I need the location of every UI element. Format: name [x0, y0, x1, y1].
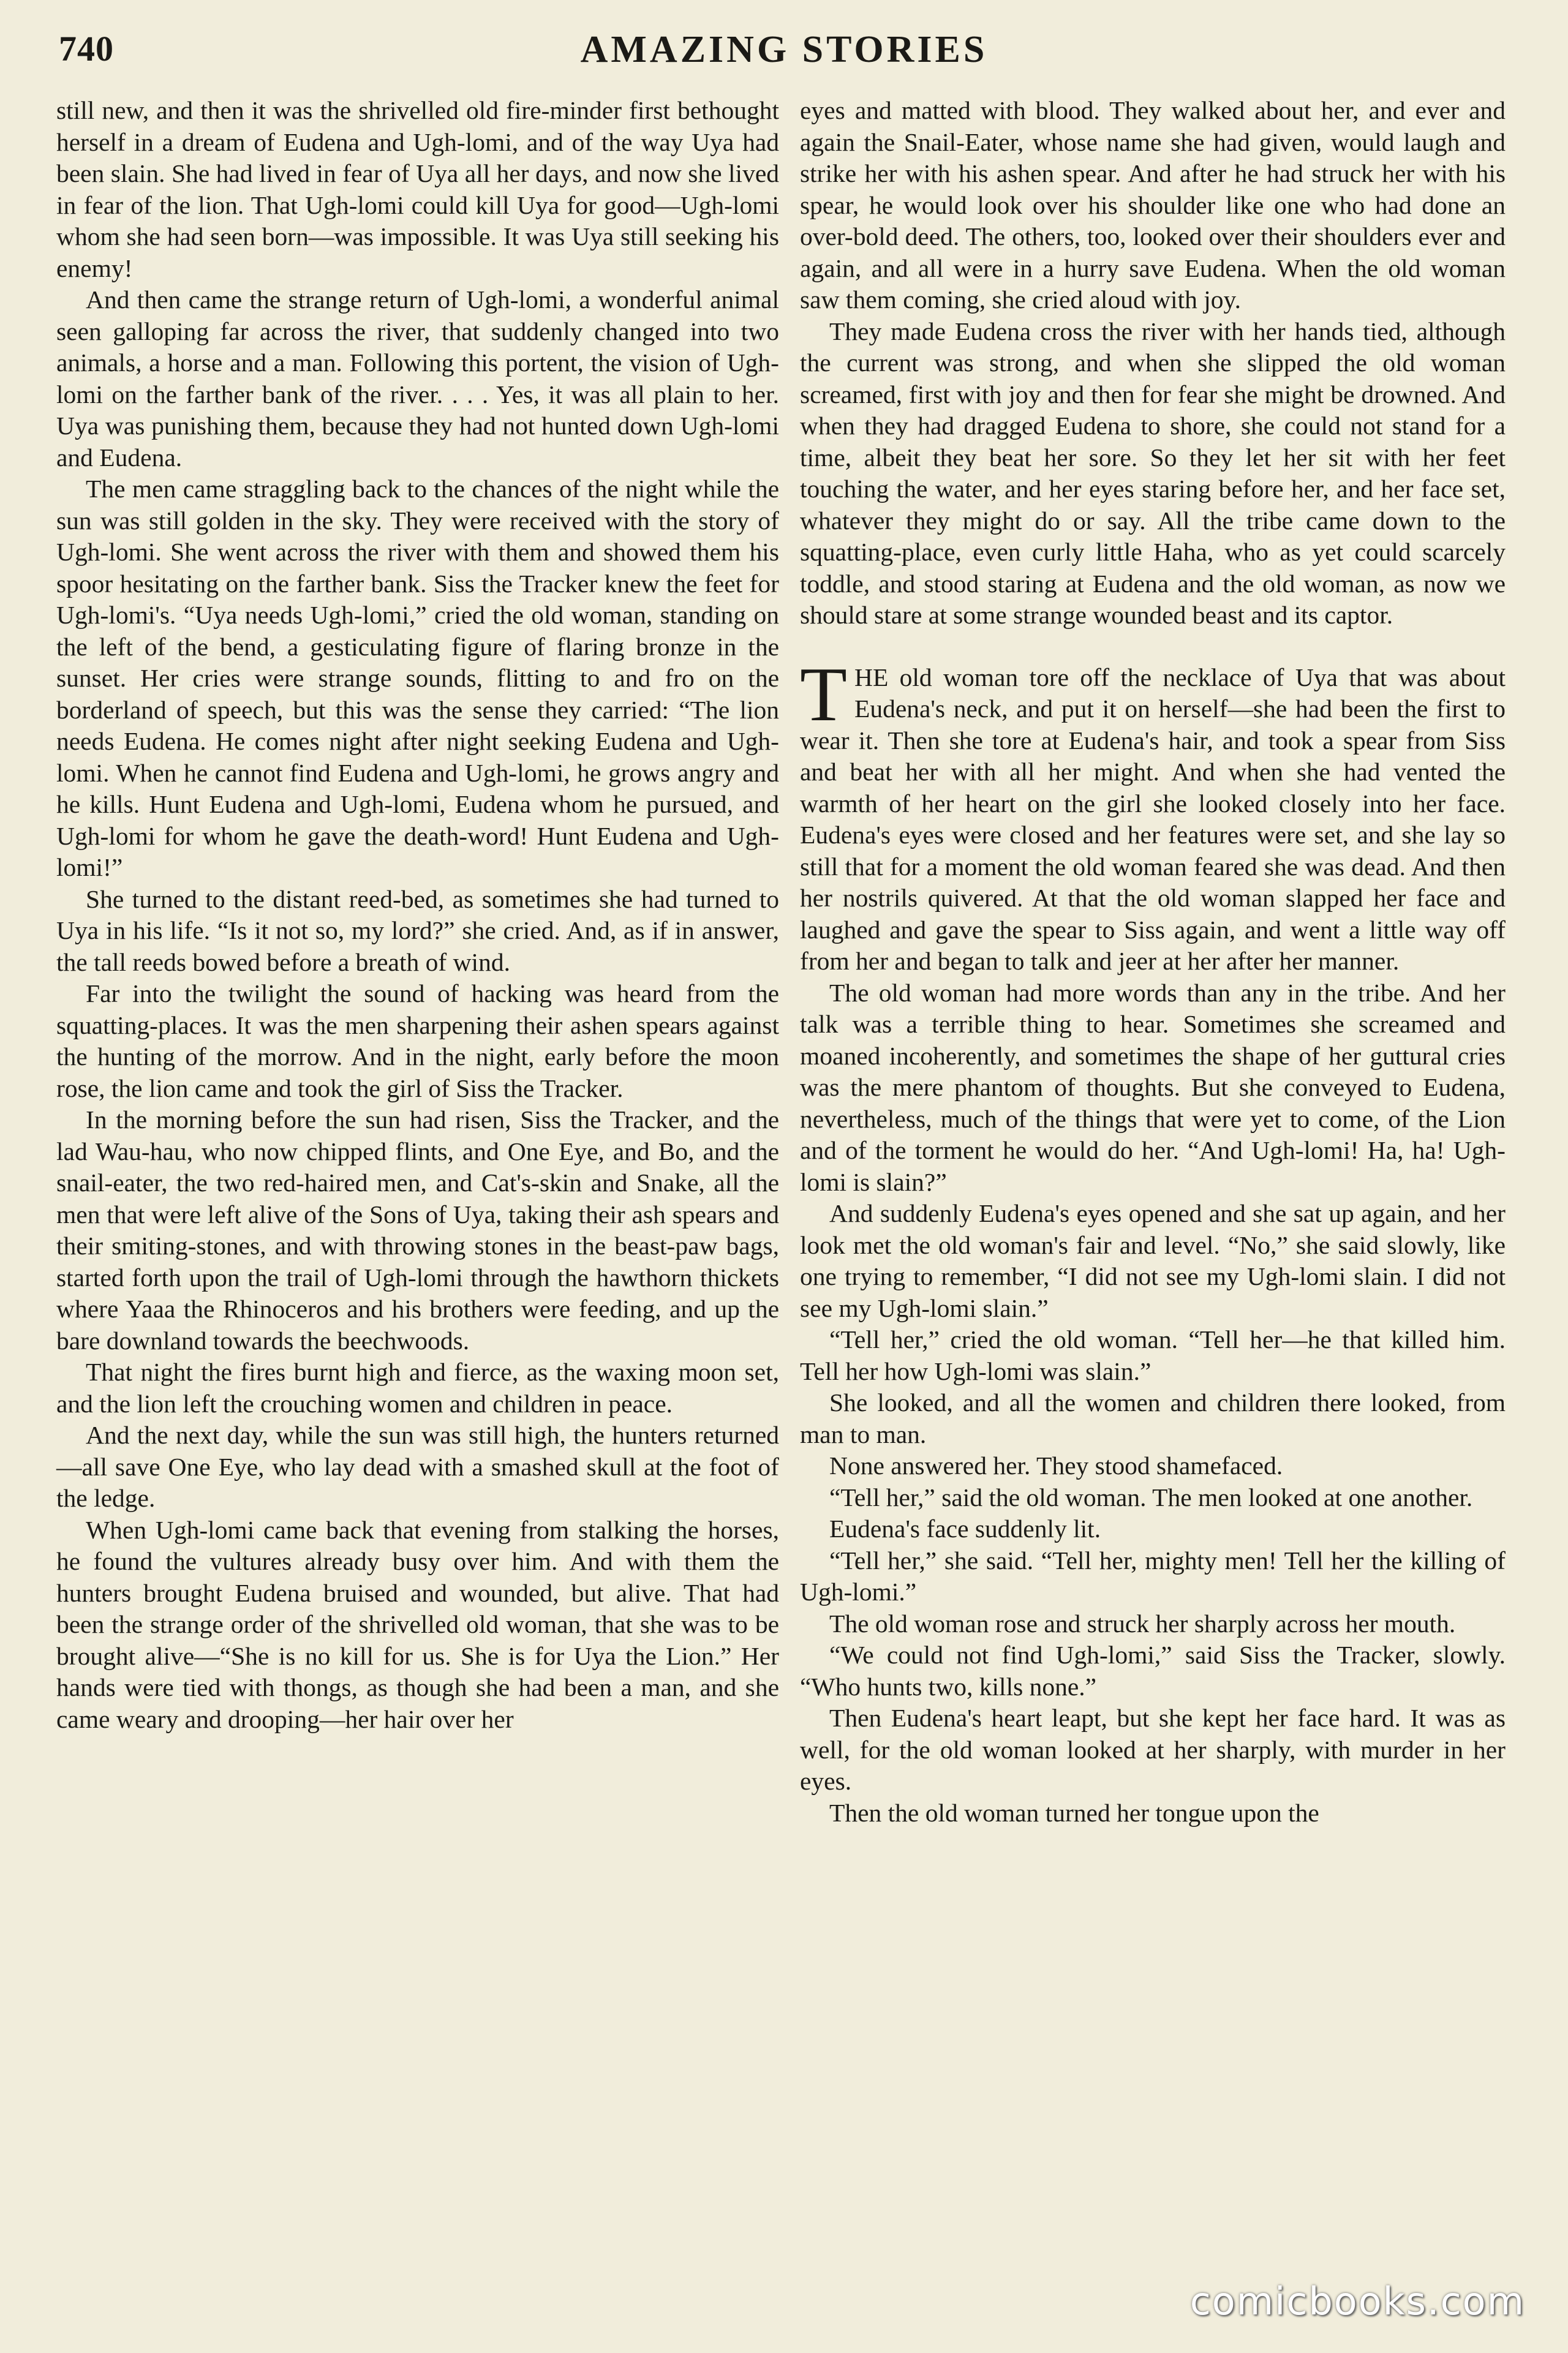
- paragraph: They made Eudena cross the river with her hands tied, although the current was strong, and when she slipped the old woman screamed, first with joy and then for fear she might be drowned. And when they had dragged Eudena to shore, she could not stand for a time, albeit they beat her sore. So they let her sit with her feet touching the water, and her eyes staring before her, and her face set, whatever they might do or say. All the tribe came down to the squatting-place, even curly little Haha, who as yet could scarcely toddle, and stood staring at Eudena and the old woman, as now we should stare at some strange wounded beast and its captor.: [800, 317, 1506, 629]
- paragraph: None answered her. They stood shamefaced.: [829, 1451, 1283, 1480]
- paragraph: In the morning before the sun had risen, Siss the Tracker, and the lad Wau-hau, who now chipped flints, and One Eye, and Bo, and the snail-eater, the two red-haired men, and Cat's-skin and Snake, all the men that were left alive of the Sons of Uya, taking their ash spears and their smiting-stones, and with throwing stones in the beast-paw bags, started forth upon the trail of Ugh-lomi through the hawthorn thickets where Yaaa the Rhinoceros and his brothers were feeding, and up the bare downland towards the beechwoods.: [56, 1105, 779, 1355]
- paragraph: The men came straggling back to the chances of the night while the sun was still golden in the sky. They were received with the story of Ugh-lomi. She went across the river with them and showed them his spoor hesitating on the farther bank. Siss the Tracker knew the feet for Ugh-lomi's. “Uya needs Ugh-lomi,” cried the old woman, standing on the left of the bend, a gesticulating figure of flaring bronze in the sunset. Her cries were strange sounds, flitting to and fro on the borderland of speech, but this was the sense they carried: “The lion needs Eudena. He comes night after night seeking Eudena and Ugh-lomi. When he cannot find Eudena and Ugh-lomi, he grows angry and he kills. Hunt Eudena and Ugh-lomi, Eudena whom he pursued, and Ugh-lomi for whom he gave the death-word! Hunt Eudena and Ugh-lomi!”: [56, 475, 779, 881]
- paragraph: That night the fires burnt high and fierce, as the waxing moon set, and the lion left the crouching women and children in peace.: [56, 1358, 779, 1418]
- watermark: comicbooks.com: [1189, 2279, 1525, 2324]
- running-header: [0, 28, 1568, 83]
- left-column: [56, 95, 779, 1735]
- paragraph: When Ugh-lomi came back that evening from stalking the horses, he found the vultures already busy over him. And with them the hunters brought Eudena bruised and wounded, but alive. That had been the strange order of the shrivelled old woman, that she was to be brought alive—“She is no kill for us. She is for Uya the Lion.” Her hands were tied with thongs, as though she had been a man, and she came weary and drooping—her hair over her: [56, 1515, 779, 1733]
- paragraph: And then came the strange return of Ugh-lomi, a wonderful animal seen galloping far across the river, that suddenly changed into two animals, a horse and a man. Following this portent, the vision of Ugh-lomi on the farther bank of the river. . . . Yes, it was all plain to her. Uya was punishing them, because they had not hunted down Ugh-lomi and Eudena.: [56, 285, 779, 472]
- paragraph: eyes and matted with blood. They walked about her, and ever and again the Snail-Eater, whose name she had given, would laugh and strike her with his ashen spear. And after he had struck her with his spear, he would look over his shoulder like one who had done an over-bold deed. The others, too, looked over their shoulders ever and again, and all were in a hurry save Eudena. When the old woman saw them coming, she cried aloud with joy.: [800, 96, 1506, 314]
- drop-cap: T: [800, 652, 847, 737]
- paragraph: And the next day, while the sun was still high, the hunters returned—all save One Eye, who lay dead with a smashed skull at the foot of the ledge.: [56, 1421, 779, 1512]
- paragraph: She turned to the distant reed-bed, as sometimes she had turned to Uya in his life. “Is it not so, my lord?” she cried. And, as if in answer, the tall reeds bowed before a breath of wind.: [56, 884, 779, 976]
- paragraph: The old woman had more words than any in the tribe. And her talk was a terrible thing to hear. Sometimes she screamed and moaned incoherently, and sometimes the shape of her guttural cries was the mere phantom of thoughts. But she conveyed to Eudena, nevertheless, much of the things that were yet to come, of the Lion and of the torment he would do her. “And Ugh-lomi! Ha, ha! Ugh-lomi is slain?”: [800, 978, 1506, 1196]
- paragraph-text: HE old woman tore off the necklace of Uya that was about Eudena's neck, and put it on herself—she had been the first to wear it. Then she tore at Eudena's hair, and took a spear from Siss and beat her with all her might. And when she had vented the warmth of her heart on the girl she looked closely into her face. Eudena's eyes were closed and her features were set, and she lay so still that for a moment the old woman feared she was dead. And then her nostrils quivered. At that the old woman slapped her face and laughed and gave the spear to Siss again, and went a little way off from her and began to talk and jeer at her after her manner.: [800, 663, 1506, 975]
- magazine-title: AMAZING STORIES: [580, 29, 988, 70]
- paragraph: Then Eudena's heart leapt, but she kept her face hard. It was as well, for the old woman looked at her sharply, with murder in her eyes.: [800, 1704, 1506, 1795]
- paragraph: “We could not find Ugh-lomi,” said Siss the Tracker, slowly. “Who hunts two, kills none.”: [800, 1641, 1506, 1701]
- paragraph: Eudena's face suddenly lit.: [829, 1515, 1101, 1543]
- page-number: 740: [59, 29, 114, 69]
- paragraph: still new, and then it was the shrivelled old fire-minder first bethought herself in a dream of Eudena and Ugh-lomi, and of the way Uya had been slain. She had lived in fear of Uya all her days, and now she lived in fear of the lion. That Ugh-lomi could kill Uya for good—Ugh-lomi whom she had seen born—was impossible. It was Uya still seeking his enemy!: [56, 96, 779, 282]
- section-start-paragraph: [800, 652, 1506, 977]
- paragraph: And suddenly Eudena's eyes opened and she sat up again, and her look met the old woman's fair and level. “No,” she said slowly, like one trying to remember, “I did not see my Ugh-lomi slain. I did not see my Ugh-lomi slain.”: [800, 1199, 1506, 1322]
- paragraph: Far into the twilight the sound of hacking was heard from the squatting-places. It was the men sharpening their ashen spears against the hunting of the morrow. And in the night, early before the moon rose, the lion came and took the girl of Siss the Tracker.: [56, 979, 779, 1102]
- paragraph: “Tell her,” said the old woman. The men looked at one another.: [829, 1483, 1473, 1512]
- paragraph: She looked, and all the women and children there looked, from man to man.: [800, 1388, 1506, 1448]
- paragraph: The old woman rose and struck her sharply across her mouth.: [829, 1609, 1456, 1638]
- right-column: [800, 95, 1506, 1829]
- paragraph: “Tell her,” cried the old woman. “Tell her—he that killed him. Tell her how Ugh-lomi was slain.”: [800, 1325, 1506, 1385]
- paragraph: “Tell her,” she said. “Tell her, mighty men! Tell her the killing of Ugh-lomi.”: [800, 1546, 1506, 1606]
- paragraph: Then the old woman turned her tongue upon the: [829, 1798, 1319, 1827]
